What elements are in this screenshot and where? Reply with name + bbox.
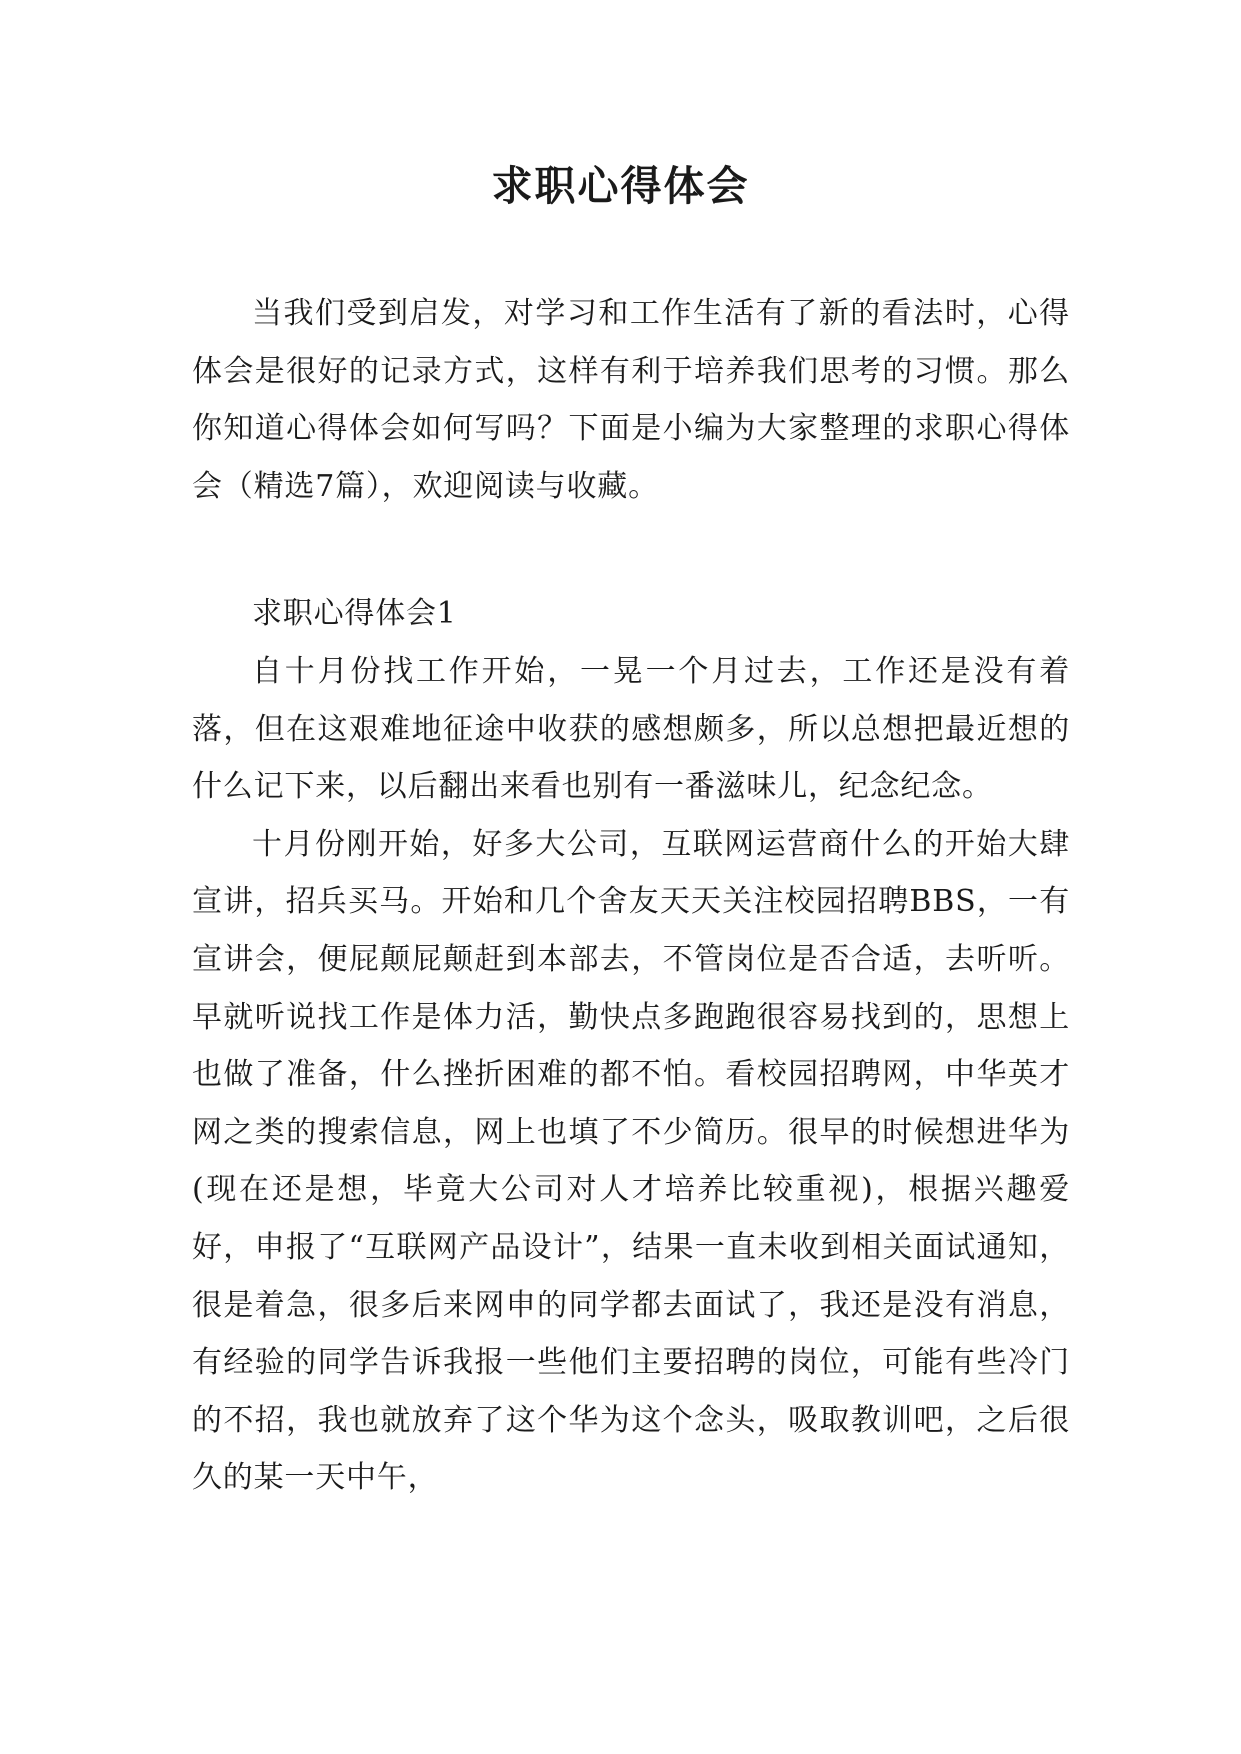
body-paragraph: 十月份刚开始，好多大公司，互联网运营商什么的开始大肆宣讲，招兵买马。开始和几个舍友天天关注校园招聘BBS，一有宣讲会，便屁颠屁颠赶到本部去，不管岗位是否合适，去听听。早就听说找工作是体力活，勤快点多跑跑很容易找到的，思想上也做了准备，什么挫折困难的都不怕。看校园招聘网，中华英才网之类的搜索信息，网上也填了不少简历。很早的时候想进华为(现在还是想，毕竟大公司对人才培养比较重视)，根据兴趣爱好，申报了“互联网产品设计”，结果一直未收到相关面试通知，很是着急，很多后来网申的同学都去面试了，我还是没有消息，有经验的同学告诉我报一些他们主要招聘的岗位，可能有些冷门的不招，我也就放弃了这个华为这个念头，吸取教训吧，之后很久的某一天中午， [192, 826, 1070, 1496]
document-title: 求职心得体会 [491, 162, 750, 210]
body-paragraph: 自十月份找工作开始，一晃一个月过去，工作还是没有着落，但在这艰难地征途中收获的感想颇多，所以总想把最近想的什么记下来，以后翻出来看也别有一番滋味儿，纪念纪念。 [192, 653, 1070, 805]
intro-paragraph: 当我们受到启发，对学习和工作生活有了新的看法时，心得体会是很好的记录方式，这样有利于培养我们思考的习惯。那么你知道心得体会如何写吗？下面是小编为大家整理的求职心得体会（精选7篇），欢迎阅读与收藏。 [192, 296, 1070, 504]
document-body [192, 285, 1070, 1507]
spacer [192, 515, 1070, 585]
section-heading: 求职心得体会1 [252, 596, 457, 632]
